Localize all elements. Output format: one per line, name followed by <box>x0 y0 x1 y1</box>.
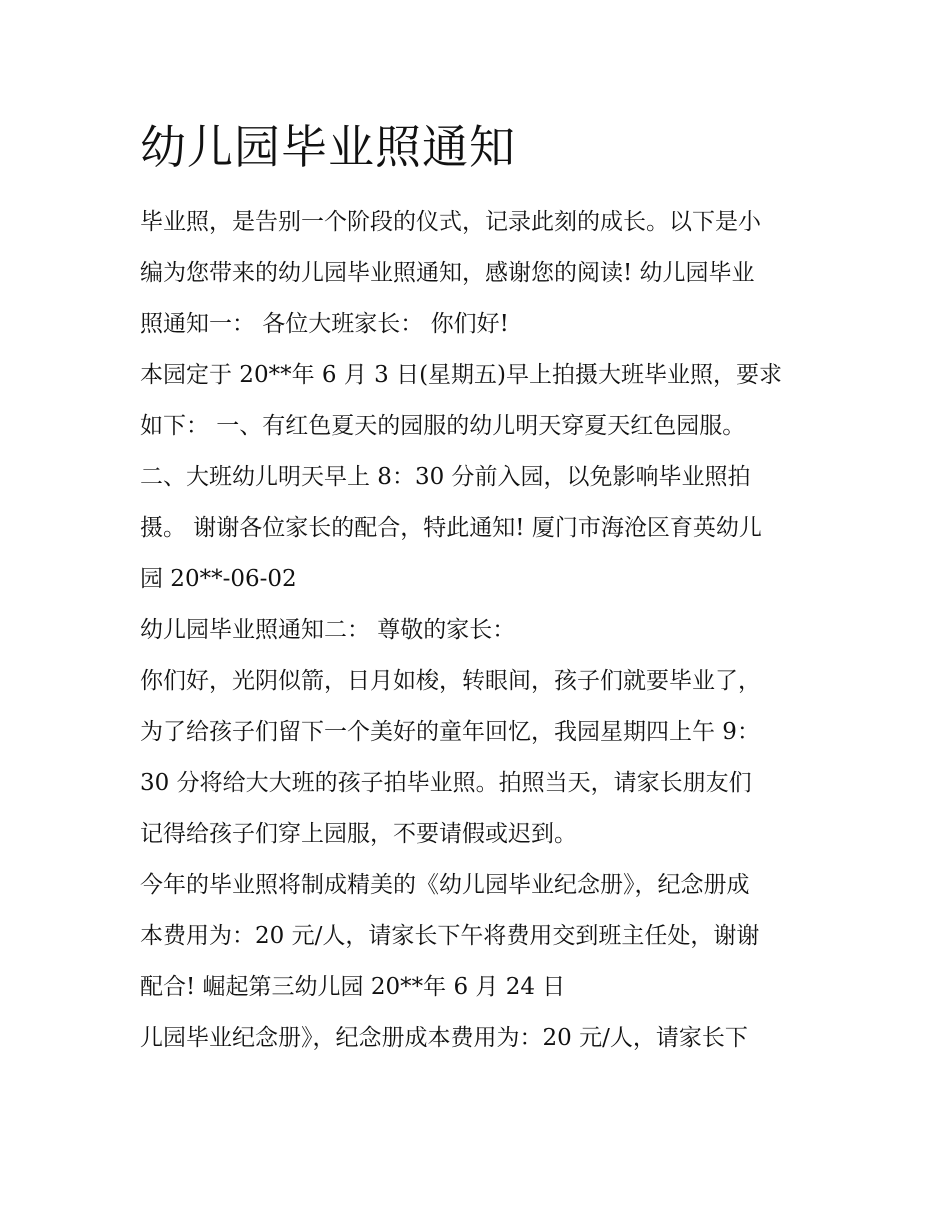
text-line: 为了给孩子们留下一个美好的童年回忆，我园星期四上午 9： <box>140 719 760 745</box>
text-line: 记得给孩子们穿上园服，不要请假或迟到。 <box>140 821 577 847</box>
text-line: 毕业照，是告别一个阶段的仪式，记录此刻的成长。以下是小 <box>140 209 761 235</box>
text-line: 编为您带来的幼儿园毕业照通知，感谢您的阅读! 幼儿园毕业 <box>140 260 755 286</box>
text-line: 今年的毕业照将制成精美的《幼儿园毕业纪念册》，纪念册成 <box>140 872 750 898</box>
text-line: 摄。 谢谢各位家长的配合，特此通知! 厦门市海沧区育英幼儿 <box>140 515 762 541</box>
text-line: 本费用为：20 元/人，请家长下午将费用交到班主任处，谢谢 <box>140 923 760 949</box>
text-line: 园 20**-06-02 <box>140 566 297 592</box>
text-line: 照通知一： 各位大班家长： 你们好! <box>140 311 509 337</box>
text-line: 幼儿园毕业照通知二： 尊敬的家长： <box>140 617 516 643</box>
text-line: 你们好，光阴似箭，日月如梭，转眼间，孩子们就要毕业了， <box>140 668 761 694</box>
document-title: 幼儿园毕业照通知 <box>140 120 516 174</box>
text-line: 30 分将给大大班的孩子拍毕业照。拍照当天，请家长朋友们 <box>140 770 752 796</box>
text-line: 配合! 崛起第三幼儿园 20**年 6 月 24 日 <box>140 974 566 1000</box>
text-line: 如下： 一、有红色夏天的园服的幼儿明天穿夏天红色园服。 <box>140 413 746 439</box>
text-line: 本园定于 20**年 6 月 3 日(星期五)早上拍摄大班毕业照，要求 <box>140 362 783 388</box>
text-line: 二、大班幼儿明天早上 8：30 分前入园，以免影响毕业照拍 <box>140 464 751 490</box>
text-line: 儿园毕业纪念册》，纪念册成本费用为：20 元/人，请家长下 <box>140 1025 748 1051</box>
